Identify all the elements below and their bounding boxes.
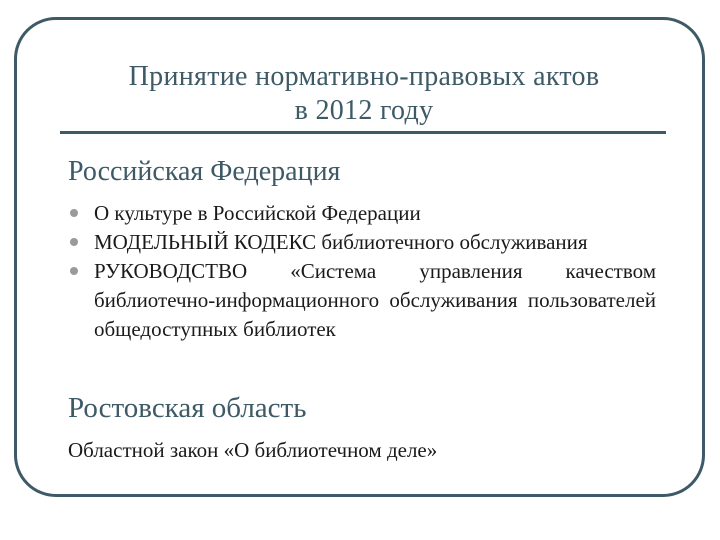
regional-law-text: Областной закон «О библиотечном деле» [68,438,438,462]
title-line-2: в 2012 году [294,95,434,126]
list-item [68,257,656,344]
russian-acts-list [68,199,656,344]
heading-rostov-region: Ростовская область [68,392,307,424]
bullet-icon [70,209,78,217]
heading-russian-federation: Российская Федерация [68,156,341,187]
list-item-text: МОДЕЛЬНЫЙ КОДЕКС библиотечного обслуживания [94,230,588,254]
bullet-icon [70,267,78,275]
slide-title [60,60,668,128]
list-item [68,228,656,257]
list-item [68,199,656,228]
title-divider [60,131,666,134]
list-item-text: РУКОВОДСТВО «Система управления качеством библиотечно-информационного обслуживания пользователей общедоступных библиотек [94,259,656,341]
list-item-text: О культуре в Российской Федерации [94,201,421,225]
bullet-icon [70,238,78,246]
title-line-1: Принятие нормативно-правовых актов [128,61,600,92]
